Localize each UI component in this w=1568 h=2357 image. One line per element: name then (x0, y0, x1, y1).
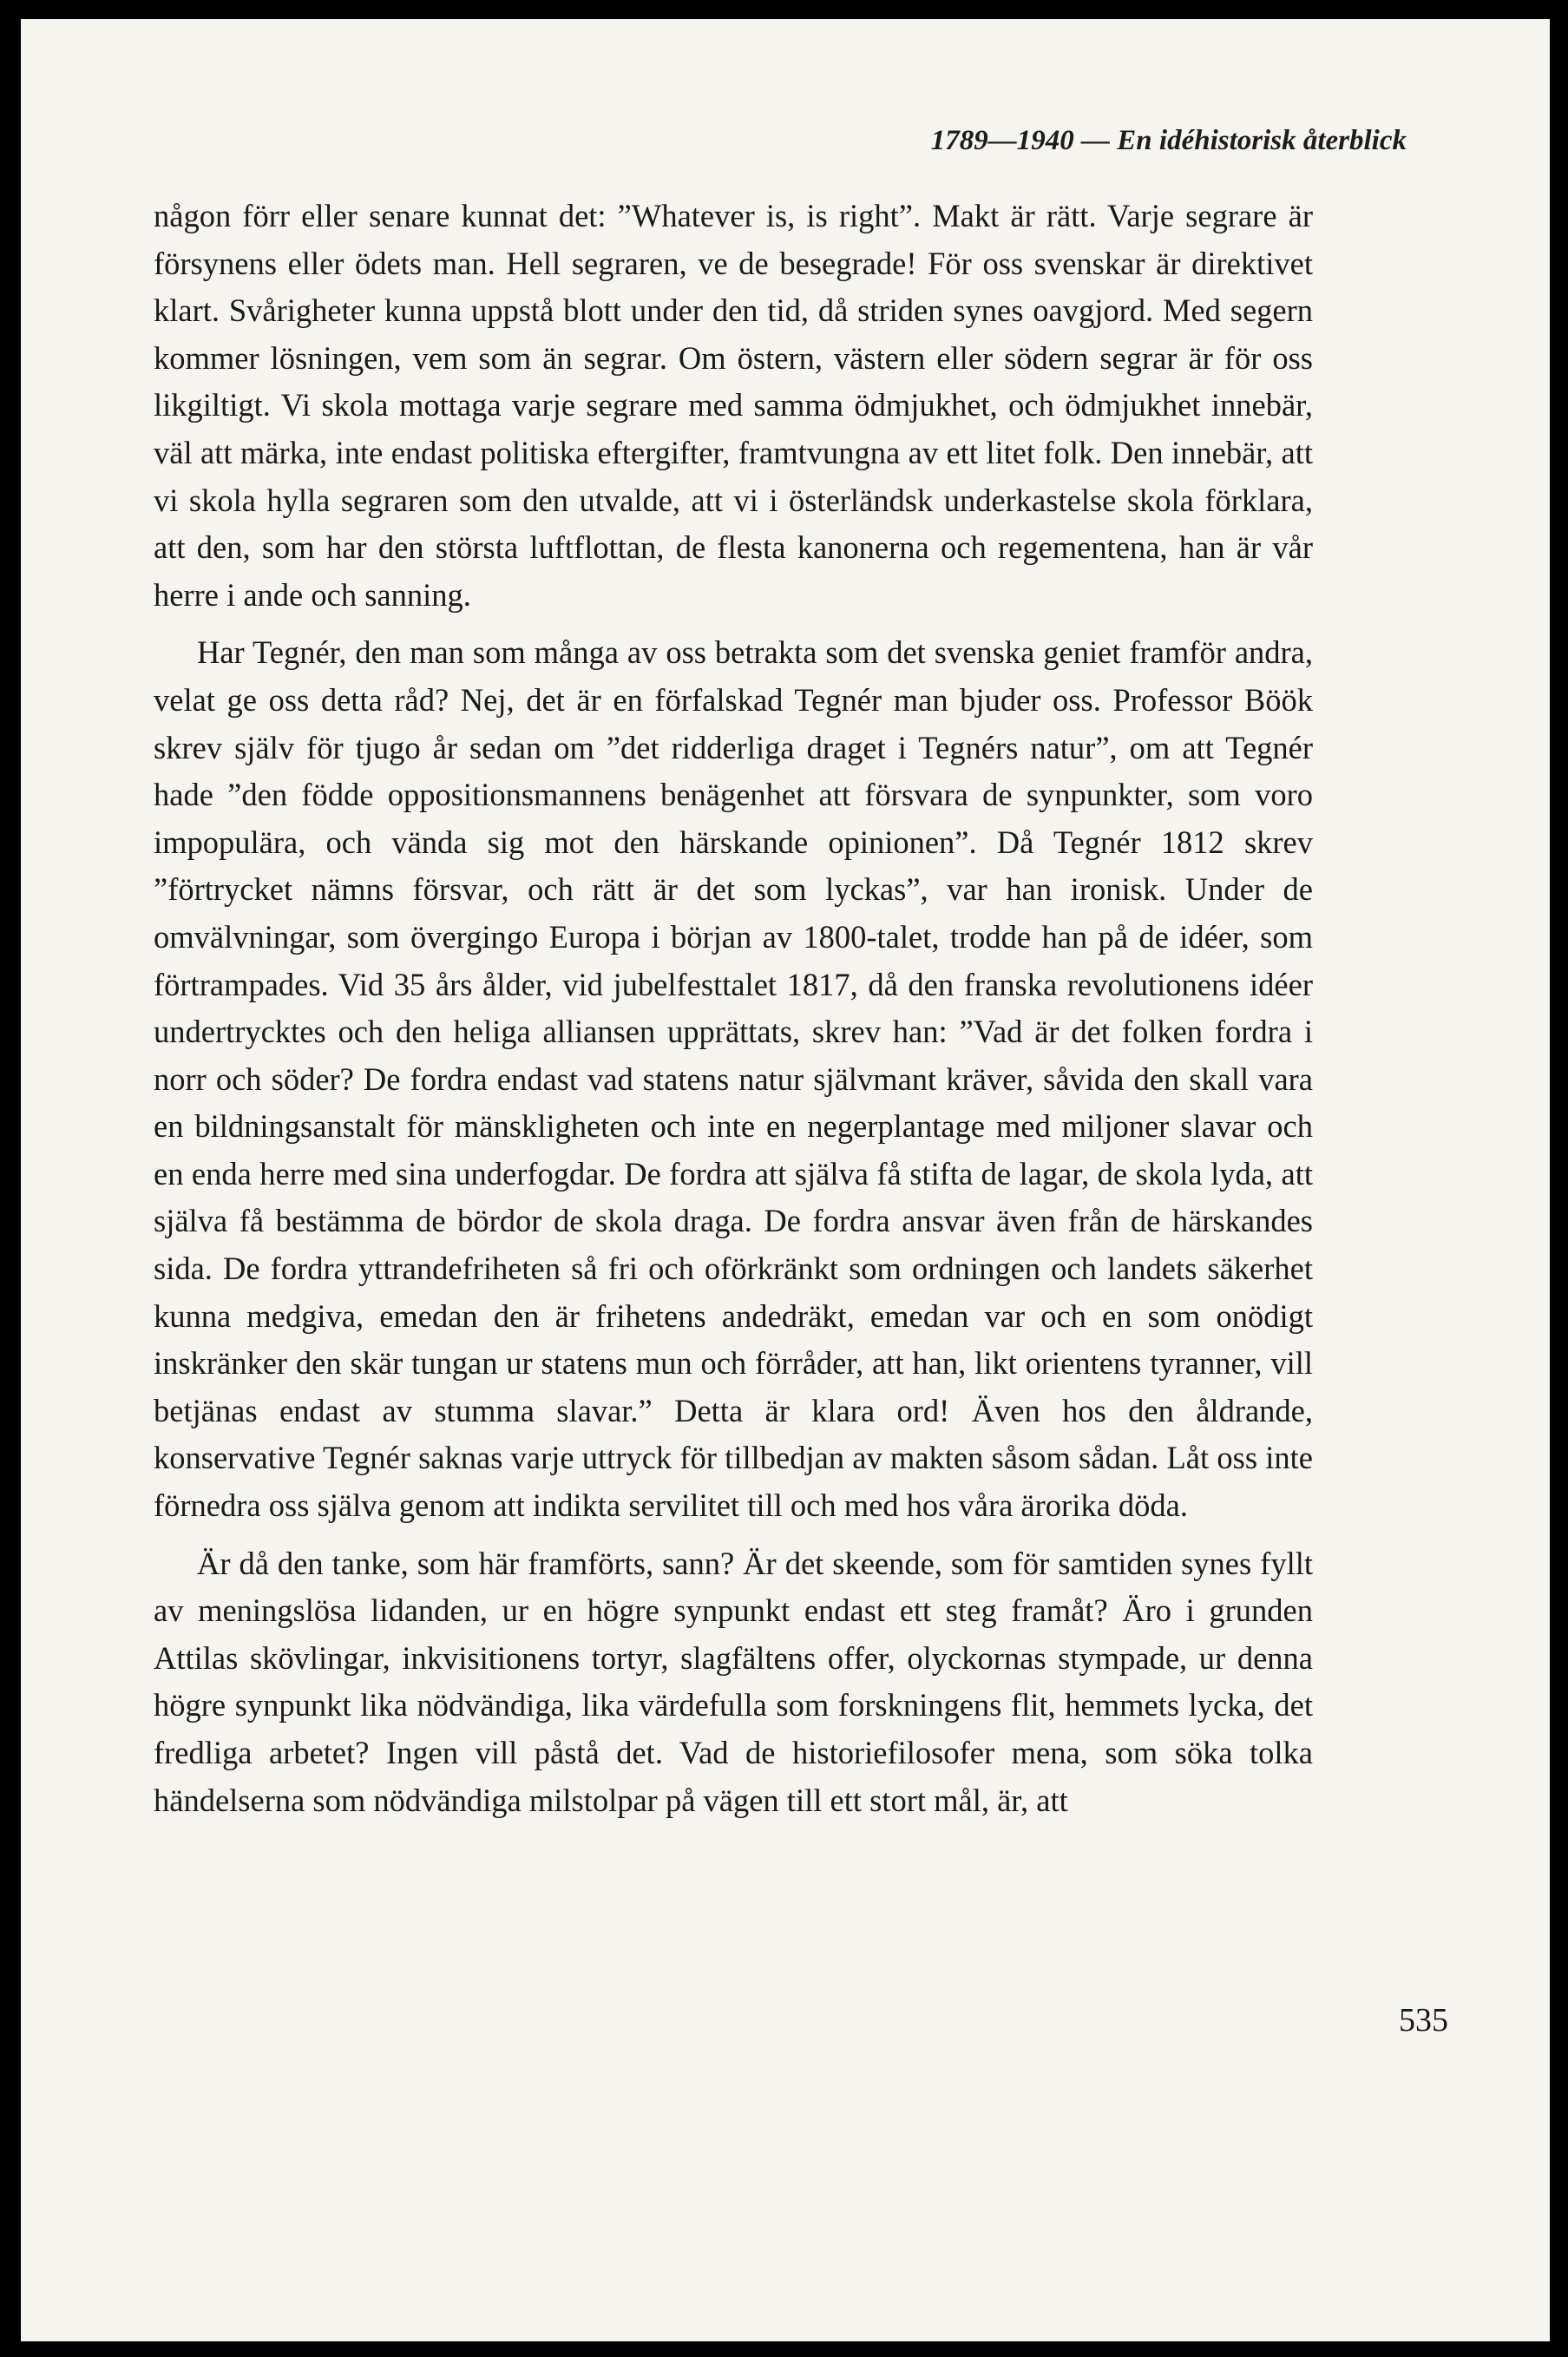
running-header: 1789—1940 — En idéhistorisk återblick (930, 125, 1407, 156)
paragraph-continued: någon förr eller senare kunnat det: ”Whatever is, is right”. Makt är rätt. Varje segrare är försynens eller ödets man. Hell segraren, ve de besegrade! För oss svenskar är direktivet klart. Svårigheter kunna uppstå blott under den tid, då striden synes oavgjord. Med segern kommer lösningen, vem som än segrar. Om östern, västern eller södern segrar är för oss likgiltigt. Vi skola mottaga varje segrare med samma ödmjukhet, och ödmjukhet innebär, väl att märka, inte endast politiska eftergifter, framtvungna av ett litet folk. Den innebär, att vi skola hylla segraren som den utvalde, att vi i österländsk underkastelse skola förklara, att den, som har den största luftflottan, de flesta kanonerna och regementena, han är vår herre i ande och sanning. (154, 198, 1313, 613)
paragraph-tegner: Har Tegnér, den man som många av oss betrakta som det svenska geniet framför andra, velat ge oss detta råd? Nej, det är en förfalskad Tegnér man bjuder oss. Professor Böök skrev själv för tjugo år sedan om ”det ridderliga draget i Tegnérs natur”, om att Tegnér hade ”den födde oppositionsmannens benägenhet att försvara de synpunkter, som voro impopulära, och vända sig mot den härskande opinionen”. Då Tegnér 1812 skrev ”förtrycket nämns försvar, och rätt är det som lyckas”, var han ironisk. Under de omvälvningar, som övergingo Europa i början av 1800-talet, trodde han på de idéer, som förtrampades. Vid 35 års ålder, vid jubelfesttalet 1817, då den franska revolutionens idéer undertrycktes och den heliga alliansen upprättats, skrev han: ”Vad är det folken fordra i norr och söder? De fordra endast vad statens natur självmant kräver, såvida den skall vara en bildningsanstalt för mänskligheten och inte en negerplantage med miljoner slavar och en enda herre med sina underfogdar. De fordra att själva få stifta de lagar, de skola lyda, att själva få bestämma de bördor de skola draga. De fordra ansvar även från de härskandes sida. De fordra yttrandefriheten så fri och oförkränkt som ordningen och landets säkerhet kunna medgiva, emedan den är frihetens andedräkt, emedan var och en som onödigt inskränker den skär tungan ur statens mun och förråder, att han, likt orientens tyranner, vill betjänas endast av stumma slavar.” Detta är klara ord! Även hos den åldrande, konservative Tegnér saknas varje uttryck för tillbedjan av makten såsom sådan. Låt oss inte förnedra oss själva genom att indikta servilitet till och med hos våra ärorika döda. (154, 634, 1313, 1524)
paragraph-question: Är då den tanke, som här framförts, sann? Är det skeende, som för samtiden synes fyllt av meningslösa lidanden, ur en högre synpunkt endast ett steg framåt? Äro i grunden Attilas skövlingar, inkvisitionens tortyr, slagfältens offer, olyckornas stympade, ur denna högre synpunkt lika nödvändiga, lika värdefulla som forskningens flit, hemmets lycka, det fredliga arbetet? Ingen vill påstå det. Vad de historiefilosofer mena, som söka tolka händelserna som nödvändiga milstolpar på vägen till ett stort mål, är, att (154, 1545, 1313, 1818)
body-text (154, 193, 1313, 1824)
page-number: 535 (1399, 2002, 1448, 2039)
book-page (21, 19, 1550, 2341)
